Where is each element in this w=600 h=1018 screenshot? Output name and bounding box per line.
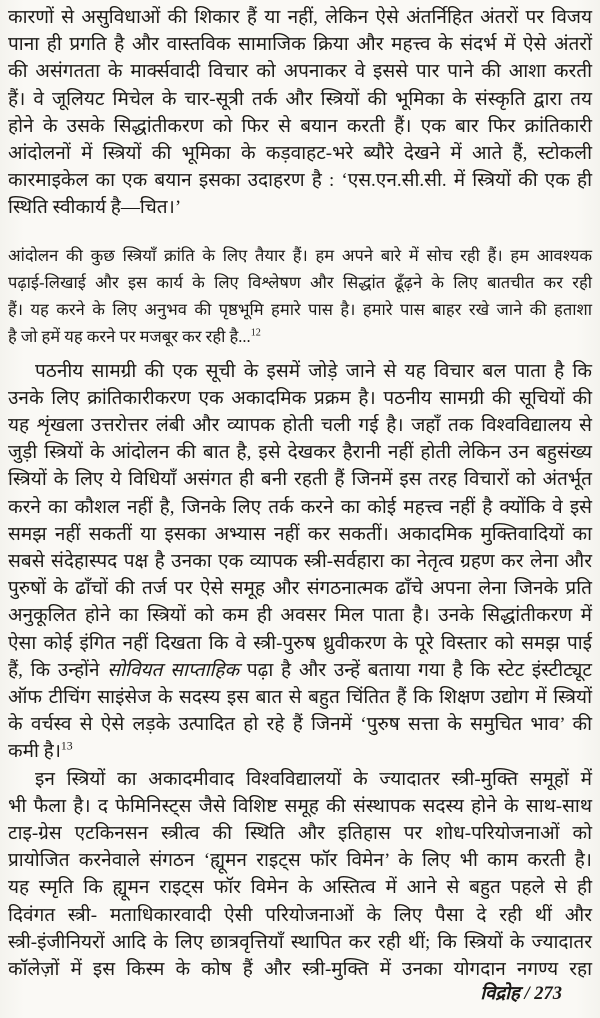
text-line (8, 521, 592, 548)
body-text: इन स्त्रियों का अकादमीवाद विश्वविद्यालयों के ज्यादातर स्त्री-मुक्ति समूहों में (35, 768, 592, 790)
body-text: आंदोलनों में स्त्रियों की भूमिका के कड़वाहट-भरे ब्यौरे देखने में आते हैं, स्टोकली (8, 143, 592, 165)
body-text: प्रायोजित करनेवाले संगठन ‘ह्यूमन राइट्स फॉर विमेन’ के लिए भी काम करती है। (8, 850, 592, 872)
body-text: पढ़ा है और उन्हें बताया गया है कि स्टेट इंस्टीट्यूट (239, 659, 592, 681)
text-line (8, 902, 592, 929)
body-text: करने का कौशल नहीं है, जिनके लिए तर्क करने का कोई महत्त्व नहीं है क्योंकि वे इसे (8, 496, 592, 518)
body-text: स्थिति स्वीकार्य है—चित।’ (8, 197, 182, 219)
text-line (8, 738, 592, 765)
body-text: की असंगतता के मार्क्सवादी विचार को अपनाकर वे इससे पार पाने की आशा करती (8, 61, 592, 83)
body-text: कारमाइकेल का एक बयान इसका उदाहरण है : ‘एस.एन.सी.सी. में स्त्रियों की एक ही (8, 170, 592, 192)
body-text: यह शृंखला उत्तरोत्तर लंबी और व्यापक होती चली गई है। जहाँ तक विश्वविद्यालय से (8, 415, 592, 437)
text-line (8, 766, 592, 793)
body-text: ऐसा कोई इंगित नहीं दिखता कि वे स्त्री-पुरुष ध्रुवीकरण के पूरे विस्तार को समझ पाई (8, 632, 592, 654)
text-line (8, 269, 592, 296)
text-line (8, 602, 592, 629)
body-text: सबसे संदेहास्पद पक्ष है उनका एक व्यापक स्त्री-सर्वहारा का नेतृत्व ग्रहण कर लेना और (8, 551, 592, 573)
text-line (8, 793, 592, 820)
text-line (8, 684, 592, 711)
para-continuation (8, 4, 592, 222)
text-line (8, 874, 592, 901)
text-line (8, 929, 592, 956)
blockquote (8, 242, 592, 350)
body-text: कमी है। (8, 741, 61, 763)
text-line (8, 657, 592, 684)
body-text: पाना ही प्रगति है और वास्तविक सामाजिक क्रिया और महत्त्व के संदर्भ में ऐसे अंतरों (8, 34, 592, 56)
text-line (8, 242, 592, 269)
italic-title-text: सोवियत साप्ताहिक (107, 659, 240, 681)
body-text: यह स्मृति कि ह्यूमन राइट्स फॉर विमेन के अस्तित्व में आने से बहुत पहले से ही (8, 877, 592, 899)
footnote-marker: 13 (60, 740, 73, 754)
text-line (8, 113, 592, 140)
page-number: 273 (534, 984, 562, 1004)
text-line (8, 194, 592, 221)
running-title: विद्रोह (480, 984, 520, 1004)
text-line (8, 296, 592, 323)
text-line (8, 494, 592, 521)
text-line (8, 323, 592, 350)
text-line (8, 575, 592, 602)
body-text: हैं। वे जूलियट मिचेल के चार-सूत्री तर्क और स्त्रियों की भूमिका के संस्कृति द्वारा तय (8, 88, 592, 110)
body-text: भी फैला है। द फेमिनिस्ट्स जैसे विशिष्ट समूह की संस्थापक सदस्य होने के साथ-साथ (8, 795, 592, 817)
body-text: अनुकूलित होने का स्त्रियों को कम ही अवसर मिल पाता है। उनके सिद्धांतीकरण में (8, 605, 592, 627)
body-text: कारणों से असुविधाओं की शिकार हैं या नहीं, लेकिन ऐसे अंतर्निहित अंतरों पर विजय (8, 7, 592, 28)
body-text: पुरुषों के ढाँचों की तर्ज पर ऐसे समूह और संगठनात्मक ढाँचे अपना लेना जिनके प्रति (8, 578, 592, 600)
text-line (8, 31, 592, 58)
body-text: पढ़ाई-लिखाई और इस कार्य के लिए विश्लेषण और सिद्धांत ढूँढ़ने के लिए बातचीत कर रही (8, 272, 592, 292)
page-footer (480, 980, 562, 1005)
text-line (8, 412, 592, 439)
body-text: है जो हमें यह करने पर मजबूर कर रही है... (8, 326, 251, 346)
text-line (8, 847, 592, 874)
text-line (8, 466, 592, 493)
body-text: कॉलेज़ों में इस किस्म के कोष हैं और स्त्री-मुक्ति में उनका योगदान नगण्य रहा (8, 959, 592, 981)
body-text: स्त्रियों के लिए ये विधियाँ असंगत ही बनी रहती हैं जिनमें इस तरह विचारों को अंतर्भूत (8, 469, 592, 491)
body-text: हैं, कि उन्होंने (8, 659, 108, 681)
body-text: पठनीय सामग्री की एक सूची के इसमें जोड़े जाने से यह विचार बल पाता है कि (35, 360, 592, 382)
text-line (8, 86, 592, 113)
body-text: के वर्चस्व से ऐसे लड़के उत्पादित हो रहे हैं जिनमें ‘पुरुष सत्ता के समुचित भाव’ की (8, 714, 592, 736)
text-line (8, 4, 592, 31)
text-line (8, 167, 592, 194)
body-text: दिवंगत स्त्री- मताधिकारवादी ऐसी परियोजनाओं के लिए पैसा दे रही थीं और (8, 904, 592, 926)
body-text: टाइ-ग्रेस एटकिनसन स्त्रीत्व की स्थिति और इतिहास पर शोध-परियोजनाओं को (8, 823, 592, 845)
body-text: स्त्री-इंजीनियरों आदि के लिए छात्रवृत्तियाँ स्थापित कर रही थीं; कि स्त्रियों के ज्यादातर (8, 931, 592, 953)
text-line (8, 820, 592, 847)
body-text: उनके लिए क्रांतिकारीकरण एक अकादमिक प्रक्रम है। पठनीय सामग्री की सूचियों की (8, 387, 592, 409)
text-line (8, 439, 592, 466)
para-reading-lists (8, 358, 592, 766)
body-text: आंदोलन की कुछ स्त्रियाँ क्रांति के लिए तैयार हैं। हम अपने बारे में सोच रही हैं। हम आवश्यक (8, 245, 592, 265)
body-text: जुड़ी स्त्रियों के आंदोलन की बात है, इसे देखकर हैरानी नहीं होती लेकिन उन बहुसंख्य (8, 442, 592, 464)
body-text: समझ नहीं सकतीं या इसका अभ्यास नहीं कर सकतीं। अकादमिक मुक्तिवादियों का (8, 523, 592, 545)
body-text: हैं। यह करने के लिए अनुभव की पृष्ठभूमि हमारे पास है। हमारे पास बाहर रखे जाने की हताशा (8, 299, 592, 319)
body-text: ऑफ टीचिंग साइंसेज के सदस्य इस बात से बहुत चिंतित हैं कि शिक्षण उद्योग में स्त्रियों (8, 687, 592, 709)
text-line (8, 358, 592, 385)
text-line (8, 548, 592, 575)
text-line (8, 711, 592, 738)
text-line (8, 58, 592, 85)
text-line (8, 385, 592, 412)
text-line (8, 140, 592, 167)
para-academism (8, 766, 592, 984)
text-line (8, 630, 592, 657)
body-text: होने के उसके सिद्धांतीकरण को फिर से बयान करती हैं। एक बार फिर क्रांतिकारी (8, 115, 592, 137)
footer-separator: / (519, 984, 535, 1004)
text-block (8, 4, 592, 983)
footnote-marker: 12 (250, 327, 261, 339)
